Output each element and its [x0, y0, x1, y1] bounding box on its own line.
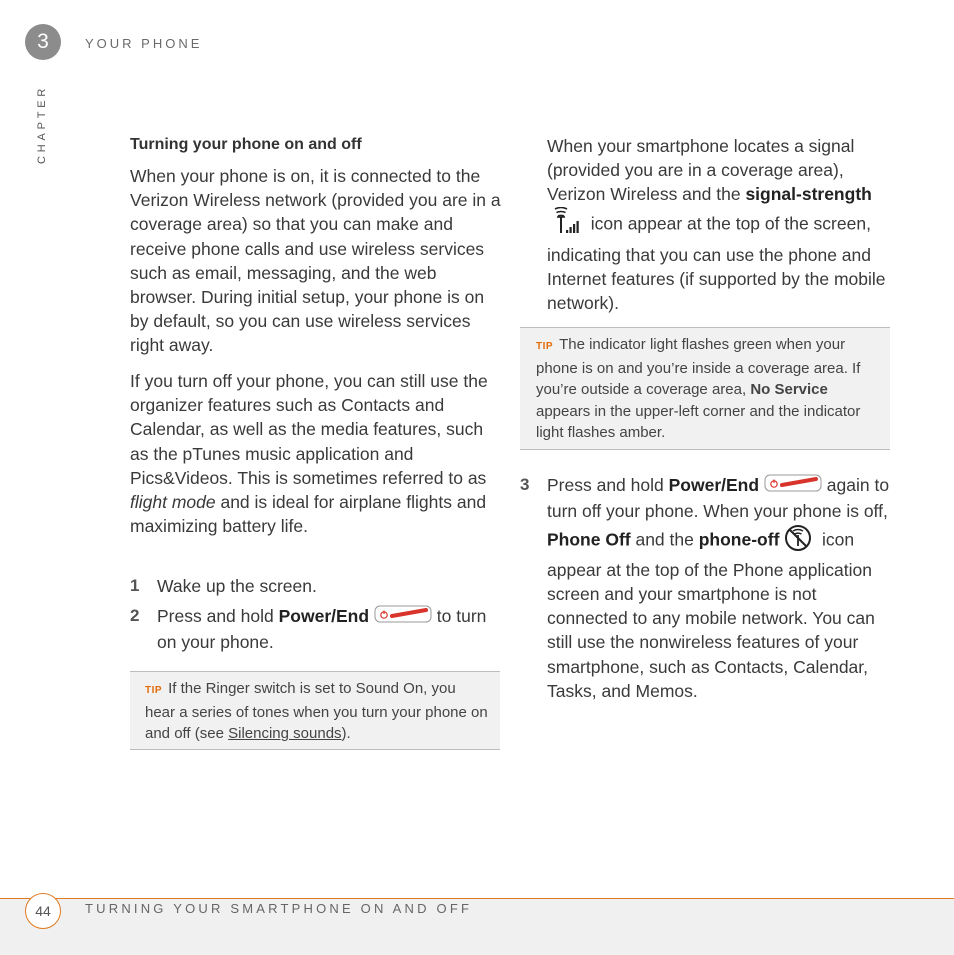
page-number-badge: 44: [25, 893, 61, 929]
flight-mode-paragraph: If you turn off your phone, you can still use the organizer features such as Contacts and Calendar, as well as the media features, such as the pTunes music application and Pics&Videos. This is sometimes referred to as flight mode and is ideal for airplane flights and maximizing battery life.: [130, 371, 488, 537]
phone-off-icon: [784, 524, 812, 558]
tip-box: TIP If the Ringer switch is set to Sound On, you hear a series of tones when you turn your phone on and off (see Silencing sounds).: [130, 671, 500, 750]
power-end-key-icon: [764, 473, 822, 499]
step-text: Press and hold Power/End again to turn off your phone. When your phone is off, Phone Off and the phone-off icon appear at the top of the Phone application screen and your smartphone is not connected to any mobile network. You can still use the nonwireless features of your smartphone, such as Contacts, Calendar, Tasks, and Memos.: [547, 475, 890, 701]
signal-strength-icon: [547, 207, 581, 243]
step-number: 2: [130, 606, 140, 625]
chapter-title: YOUR PHONE: [85, 36, 203, 51]
footer-section-title: TURNING YOUR SMARTPHONE ON AND OFF: [85, 901, 473, 916]
section-heading: Turning your phone on and off: [130, 136, 362, 153]
tip-box: TIP The indicator light flashes green when your phone is on and you’re inside a coverage area. If you’re outside a coverage area, No Service appears in the upper-left corner and the indicator light flashes amber.: [520, 327, 890, 450]
step-number: 1: [130, 576, 140, 595]
tip-label: TIP: [145, 685, 163, 696]
chapter-vertical-label: CHAPTER: [36, 84, 48, 164]
intro-paragraph: When your phone is on, it is connected to the Verizon Wireless network (provided you are in a coverage area) so that you can make and receive phone calls and use wireless services such as email, messaging, and the web browser. During initial setup, your phone is on by default, so you can use wireless services right away.: [130, 166, 501, 356]
signal-paragraph: When your smartphone locates a signal (provided you are in a coverage area), Verizon Wireless and the signal-strength icon appear at the top of the screen, indicating that you can use the phone and Internet features (if supported by the mobile network).: [547, 136, 886, 314]
chapter-number-badge: 3: [25, 24, 61, 60]
step-text: Press and hold Power/End to turn on your phone.: [157, 606, 487, 653]
step-text: Wake up the screen.: [157, 576, 317, 596]
power-end-key-icon: [374, 604, 432, 630]
silencing-sounds-link[interactable]: Silencing sounds: [228, 725, 342, 743]
tip-label: TIP: [536, 341, 554, 352]
step-number: 3: [520, 475, 530, 494]
